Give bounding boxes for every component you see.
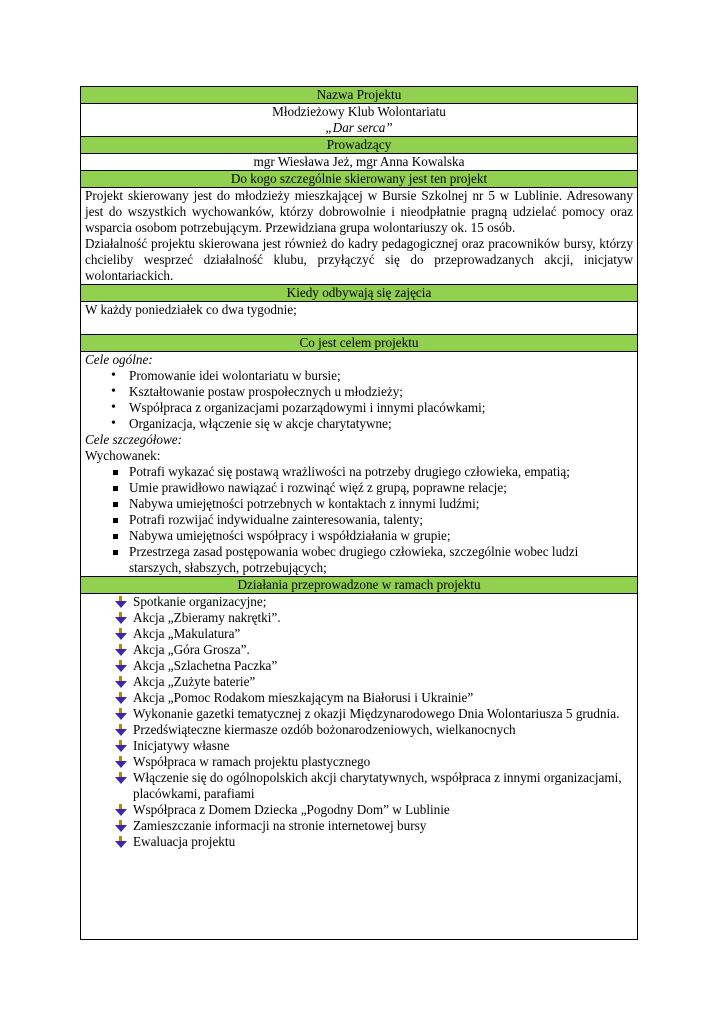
- action-text: Akcja „Pomoc Rodakom mieszkającym na Białorusi i Ukrainie”: [133, 690, 474, 705]
- arrow-down-icon: [115, 692, 127, 704]
- target-cell: [81, 188, 638, 285]
- action-text: Włączenie się do ogólnopolskich akcji charytatywnych, współpraca z innymi organizacjami, placówkami, parafiami: [133, 770, 622, 801]
- student-label: Wychowanek:: [85, 448, 161, 463]
- arrow-down-icon: [115, 756, 127, 768]
- arrow-down-icon: [115, 644, 127, 656]
- list-item: • Kształtowanie postaw prospołecznych u młodzieży;: [117, 384, 633, 400]
- list-item: Potrafi rozwijać indywidualne zainteresowania, talenty;: [117, 512, 633, 528]
- list-item: Nabywa umiejętności współpracy i współdziałania w grupie;: [117, 528, 633, 544]
- list-item: Nabywa umiejętności potrzebnych w kontaktach z innymi ludźmi;: [117, 496, 633, 512]
- arrow-down-icon: [115, 660, 127, 672]
- leaders-header: Prowadzący: [81, 137, 638, 154]
- target-header: Do kogo szczególnie skierowany jest ten projekt: [81, 171, 638, 188]
- list-item: [109, 738, 633, 754]
- list-item: • Współpraca z organizacjami pozarządowymi i innymi placówkami;: [117, 400, 633, 416]
- list-item: [109, 754, 633, 770]
- list-item: • Organizacja, włączenie się w akcje charytatywne;: [117, 416, 633, 432]
- arrow-down-icon: [115, 772, 127, 784]
- list-item: [109, 594, 633, 610]
- general-goals-label: Cele ogólne:: [85, 352, 153, 367]
- list-item: [109, 818, 633, 834]
- project-table: [80, 86, 638, 940]
- action-text: Przedświąteczne kiermasze ozdób bożonarodzeniowych, wielkanocnych: [133, 722, 516, 737]
- goal-header: Co jest celem projektu: [81, 335, 638, 352]
- action-text: Spotkanie organizacyjne;: [133, 594, 267, 609]
- action-text: Ewaluacja projektu: [133, 834, 236, 849]
- action-text: Współpraca z Domem Dziecka „Pogodny Dom” w Lublinie: [133, 802, 450, 817]
- general-goals-list: [85, 368, 633, 432]
- action-text: Akcja „Zużyte baterie”: [133, 674, 256, 689]
- action-text: Wykonanie gazetki tematycznej z okazji Międzynarodowego Dnia Wolontariusza 5 grudnia.: [133, 706, 620, 721]
- list-item: • Promowanie idei wolontariatu w bursie;: [117, 368, 633, 384]
- goals-cell: [81, 352, 638, 577]
- when-value: W każdy poniedziałek co dwa tygodnie;: [85, 302, 297, 317]
- action-text: Zamieszczanie informacji na stronie internetowej bursy: [133, 818, 427, 833]
- when-header: Kiedy odbywają się zajęcia: [81, 285, 638, 302]
- name-header: Nazwa Projektu: [81, 87, 638, 104]
- action-text: Akcja „Zbieramy nakrętki”.: [133, 610, 281, 625]
- project-subtitle: „Dar serca”: [325, 120, 393, 135]
- action-text: Współpraca w ramach projektu plastycznego: [133, 754, 371, 769]
- list-item: [109, 834, 633, 850]
- arrow-down-icon: [115, 708, 127, 720]
- actions-list: [85, 594, 633, 850]
- list-item: Przestrzega zasad postępowania wobec drugiego człowieka, szczególnie wobec ludzi starszych, słabszych, potrzebujących;: [117, 544, 633, 576]
- leaders-value: mgr Wiesława Jeż, mgr Anna Kowalska: [81, 154, 638, 171]
- when-cell: [81, 302, 638, 335]
- target-paragraph-1: Projekt skierowany jest do młodzieży mieszkającej w Bursie Szkolnej nr 5 w Lublinie. Adresowany jest do wszystkich wychowanków, którzy dobrowolnie i nieodpłatnie pragną udzielać pomocy oraz wsparcia osobom potrzebującym. Przewidziana grupa wolontariuszy ok. 15 osób.: [85, 188, 633, 235]
- actions-header: Działania przeprowadzone w ramach projektu: [81, 577, 638, 594]
- arrow-down-icon: [115, 724, 127, 736]
- action-text: Akcja „Szlachetna Paczka”: [133, 658, 278, 673]
- list-item: [109, 626, 633, 642]
- specific-goals-label: Cele szczegółowe:: [85, 432, 183, 447]
- list-item: Umie prawidłowo nawiązać i rozwinąć więź z grupą, poprawne relacje;: [117, 480, 633, 496]
- list-item: [109, 690, 633, 706]
- project-document: [80, 86, 638, 940]
- list-item: Potrafi wykazać się postawą wrażliwości na potrzeby drugiego człowieka, empatią;: [117, 464, 633, 480]
- list-item: [109, 706, 633, 722]
- action-text: Akcja „Makulatura”: [133, 626, 241, 641]
- list-item: [109, 770, 633, 802]
- list-item: [109, 674, 633, 690]
- list-item: [109, 802, 633, 818]
- action-text: Inicjatywy własne: [133, 738, 230, 753]
- spacer: [85, 318, 633, 334]
- arrow-down-icon: [115, 804, 127, 816]
- arrow-down-icon: [115, 596, 127, 608]
- target-paragraph-2: Działalność projektu skierowana jest również do kadry pedagogicznej oraz pracowników bursy, którzy chcieliby wesprzeć działalność klubu, przyłączyć się do przeprowadzanych akcji, inicjatyw wolontariackich.: [85, 236, 633, 283]
- project-name: Młodzieżowy Klub Wolontariatu: [272, 104, 446, 119]
- list-item: [109, 642, 633, 658]
- arrow-down-icon: [115, 740, 127, 752]
- arrow-down-icon: [115, 628, 127, 640]
- specific-goals-list: [85, 464, 633, 576]
- actions-cell: [81, 594, 638, 940]
- list-item: [109, 658, 633, 674]
- arrow-down-icon: [115, 820, 127, 832]
- arrow-down-icon: [115, 836, 127, 848]
- project-name-cell: [81, 104, 638, 137]
- action-text: Akcja „Góra Grosza”.: [133, 642, 250, 657]
- arrow-down-icon: [115, 612, 127, 624]
- list-item: [109, 722, 633, 738]
- arrow-down-icon: [115, 676, 127, 688]
- list-item: [109, 610, 633, 626]
